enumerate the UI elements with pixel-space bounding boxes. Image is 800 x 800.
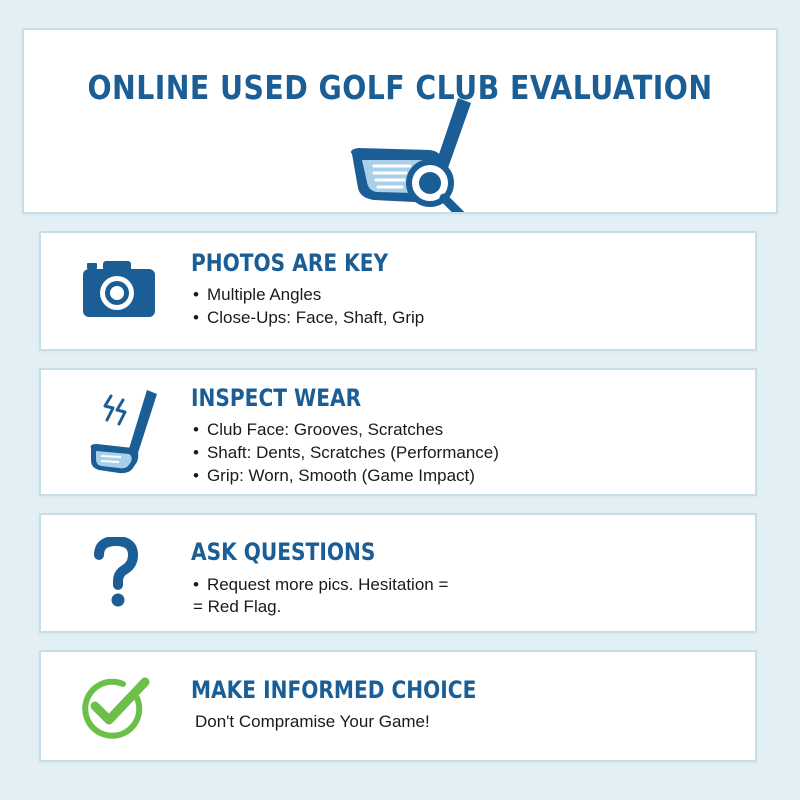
camera-icon — [81, 259, 157, 319]
list-item: • Club Face: Grooves, Scratches — [193, 418, 499, 441]
section-title: MAKE INFORMED CHOICE — [191, 676, 477, 704]
section-list — [193, 573, 448, 596]
header-card — [22, 28, 778, 214]
section-photos — [39, 231, 757, 351]
checkmark-icon — [81, 674, 155, 740]
page-title: ONLINE USED GOLF CLUB EVALUATION — [87, 68, 713, 107]
section-informed-choice — [39, 650, 757, 762]
list-item: • Shaft: Dents, Scratches (Performance) — [193, 441, 499, 464]
section-title: INSPECT WEAR — [191, 384, 362, 412]
list-item-continuation: = Red Flag. — [193, 597, 282, 616]
golf-club-magnifier-icon — [326, 92, 476, 212]
section-list — [193, 283, 424, 329]
section-text: Don't Compramise Your Game! — [195, 712, 430, 731]
list-item: • Request more pics. Hesitation = — [193, 573, 448, 596]
golf-club-icon — [85, 386, 165, 478]
section-ask-questions — [39, 513, 757, 633]
question-mark-icon — [93, 537, 139, 609]
section-inspect-wear — [39, 368, 757, 496]
section-title: PHOTOS ARE KEY — [191, 249, 389, 277]
list-item: • Grip: Worn, Smooth (Game Impact) — [193, 464, 499, 487]
list-item: • Close-Ups: Face, Shaft, Grip — [193, 306, 424, 329]
list-item: • Multiple Angles — [193, 283, 424, 306]
section-title: ASK QUESTIONS — [191, 538, 376, 566]
section-list — [193, 418, 499, 487]
